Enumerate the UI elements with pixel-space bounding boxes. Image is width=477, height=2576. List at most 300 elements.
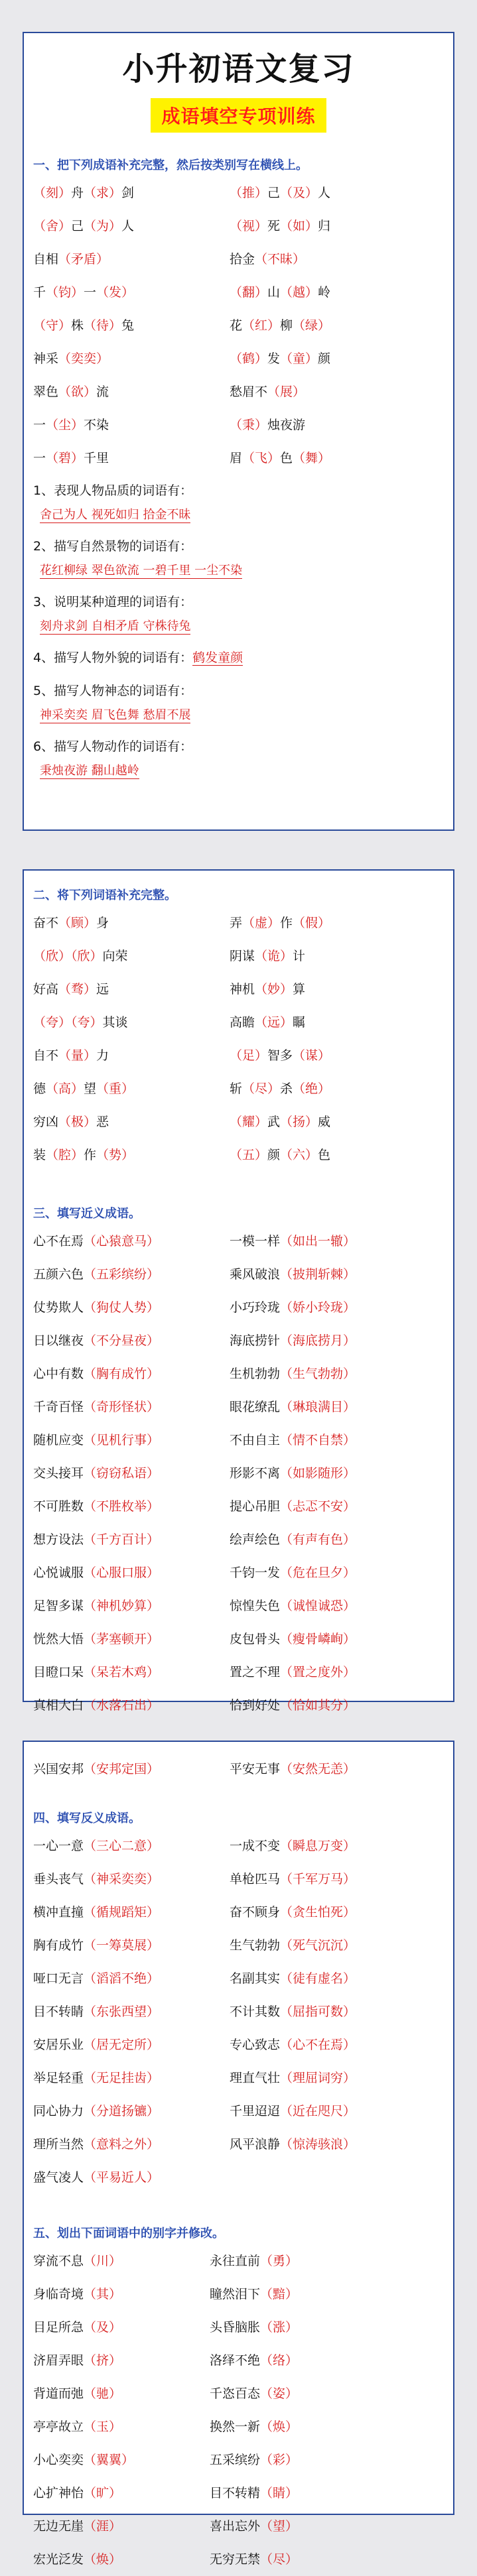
filled-answer: （夸） <box>33 1015 72 1030</box>
filled-answer: （奇形怪状） <box>84 1400 160 1414</box>
filled-answer: （姿） <box>260 2386 299 2401</box>
answer-6: 秉烛夜游 翻山越岭 <box>40 764 139 778</box>
idiom-text: 心不在焉 <box>33 1234 84 1249</box>
idiom-text: 日以继夜 <box>33 1333 84 1348</box>
idiom-left <box>33 2278 121 2311</box>
idiom-right <box>210 2244 298 2278</box>
idiom-text: 瞩 <box>293 1015 306 1030</box>
idiom-text: 恶 <box>96 1115 109 1129</box>
idiom-text: 身临奇境 <box>33 2287 84 2301</box>
idiom-text: 形影不离 <box>230 1466 281 1481</box>
filled-answer: （水落石出） <box>84 1698 160 1713</box>
idiom-text: 哑口无言 <box>33 1971 84 1986</box>
idiom-text: 皮包骨头 <box>230 1632 281 1646</box>
idiom-left <box>33 940 128 973</box>
idiom-text: 其谈 <box>102 1015 128 1030</box>
idiom-right <box>230 1589 356 1623</box>
filled-answer: （红） <box>242 318 281 333</box>
idiom-text: 同心协力 <box>33 2104 84 2118</box>
idiom-right <box>230 1324 356 1357</box>
filled-answer: （彩） <box>260 2453 299 2467</box>
idiom-left <box>33 1929 159 1962</box>
filled-answer: （络） <box>260 2353 299 2368</box>
idiom-row <box>24 342 453 375</box>
idiom-text: 阴谋 <box>230 949 255 963</box>
idiom-text: 向荣 <box>102 949 128 963</box>
idiom-row <box>24 940 453 973</box>
idiom-text: 不可胜数 <box>33 1499 84 1514</box>
idiom-text: 名副其实 <box>230 1971 281 1986</box>
idiom-text: 力 <box>96 1048 109 1063</box>
filled-answer: （披荆斩棘） <box>280 1267 356 1282</box>
question-2: 2、描写自然景物的词语有： <box>33 539 193 554</box>
filled-answer: （无足挂齿） <box>84 2071 160 2085</box>
idiom-text: 小心奕奕 <box>33 2453 84 2467</box>
filled-answer: （绿） <box>293 318 331 333</box>
idiom-text: 眉 <box>230 451 243 465</box>
question-4: 4、描写人物外貌的词语有：鹤发童颜 <box>33 650 243 665</box>
idiom-text: 换然一新 <box>210 2420 261 2434</box>
filled-answer: （腔） <box>46 1148 84 1162</box>
idiom-left <box>33 1138 134 1172</box>
idiom-row <box>24 1390 453 1424</box>
idiom-row <box>24 1995 453 2028</box>
filled-answer: （求） <box>84 186 122 200</box>
idiom-left <box>33 1995 159 2028</box>
idiom-row <box>24 1829 453 1863</box>
filled-answer: （奕奕） <box>58 351 109 366</box>
filled-answer: （望） <box>260 2519 299 2534</box>
filled-answer: （窃窃私语） <box>84 1466 160 1481</box>
idiom-text: 兔 <box>121 318 135 333</box>
idiom-left <box>33 2161 159 2194</box>
filled-answer: （欲） <box>58 385 97 399</box>
idiom-left <box>33 408 109 442</box>
filled-answer: （矛盾） <box>58 252 109 267</box>
idiom-left <box>33 2061 159 2095</box>
idiom-text: 己 <box>267 186 281 200</box>
idiom-text: 柳 <box>280 318 293 333</box>
filled-answer: （五彩缤纷） <box>84 1267 160 1282</box>
filled-answer: （尘） <box>46 418 84 432</box>
idiom-text: 目瞪口呆 <box>33 1665 84 1680</box>
filled-answer: （黯） <box>260 2287 299 2301</box>
filled-answer: （狗仗人势） <box>84 1300 160 1315</box>
filled-answer: （平易近人） <box>84 2170 160 2185</box>
filled-answer: （诡） <box>255 949 293 963</box>
idiom-text: 颜 <box>318 351 331 366</box>
idiom-text: 济眉弄眼 <box>33 2353 84 2368</box>
idiom-text: 足智多谋 <box>33 1599 84 1613</box>
filled-answer: （假） <box>293 916 331 930</box>
section-4-heading: 四、填写反义成语。 <box>33 1811 141 1825</box>
idiom-left <box>33 1656 159 1689</box>
filled-answer: （及） <box>84 2320 122 2335</box>
idiom-right <box>230 1863 356 1896</box>
section-1-rows <box>24 176 453 475</box>
idiom-text: 恍然大悟 <box>33 1632 84 1646</box>
idiom-right <box>230 1829 356 1863</box>
idiom-right <box>230 973 305 1006</box>
filled-answer: （舞） <box>293 451 331 465</box>
idiom-left <box>33 2510 121 2543</box>
filled-answer: （不昧） <box>255 252 306 267</box>
filled-answer: （焕） <box>84 2552 122 2567</box>
idiom-row <box>24 210 453 243</box>
idiom-row <box>24 2344 453 2377</box>
filled-answer: （意料之外） <box>84 2137 160 2152</box>
filled-answer: （势） <box>96 1148 135 1162</box>
idiom-text: 亭亭故立 <box>33 2420 84 2434</box>
filled-answer: （屈指可数） <box>280 2004 356 2019</box>
idiom-text: 穷凶 <box>33 1115 59 1129</box>
filled-answer: （循规蹈矩） <box>84 1905 160 1920</box>
idiom-right <box>230 309 330 342</box>
idiom-text: 单枪匹马 <box>230 1872 281 1886</box>
idiom-right <box>230 1225 356 1258</box>
filled-answer: （安然无恙） <box>280 1762 356 1776</box>
idiom-right <box>230 1490 356 1523</box>
idiom-text: 想方设法 <box>33 1532 84 1547</box>
idiom-row <box>24 176 453 210</box>
filled-answer: （玉） <box>84 2420 122 2434</box>
idiom-text: 望 <box>84 1081 97 1096</box>
question-6: 6、描写人物动作的词语有： <box>33 739 193 754</box>
idiom-text: 穿流不息 <box>33 2254 84 2268</box>
filled-answer: （妙） <box>255 982 293 997</box>
filled-answer: （心不在焉） <box>280 2038 356 2052</box>
idiom-row <box>24 1291 453 1324</box>
idiom-text: 理所当然 <box>33 2137 84 2152</box>
filled-answer: （神采奕奕） <box>84 1872 160 1886</box>
idiom-text: 专心致志 <box>230 2038 281 2052</box>
idiom-text: 眼花缭乱 <box>230 1400 281 1414</box>
filled-answer: （越） <box>280 285 318 300</box>
idiom-left <box>33 1896 159 1929</box>
idiom-left <box>33 1689 159 1722</box>
idiom-text: 己 <box>71 219 84 233</box>
filled-answer: （神机妙算） <box>84 1599 160 1613</box>
idiom-row <box>24 2028 453 2061</box>
idiom-right <box>230 1929 356 1962</box>
idiom-left <box>33 1072 134 1105</box>
section-4-rows <box>24 1829 453 2194</box>
idiom-text: 奋不顾身 <box>230 1905 281 1920</box>
filled-answer: （恰如其分） <box>280 1698 356 1713</box>
filled-answer: （舍） <box>33 219 72 233</box>
idiom-right <box>210 2477 298 2510</box>
idiom-left <box>33 1490 159 1523</box>
idiom-row <box>24 276 453 309</box>
idiom-text: 千恣百态 <box>210 2386 261 2401</box>
idiom-text: 无边无崖 <box>33 2519 84 2534</box>
filled-answer: （瞬息万变） <box>280 1839 356 1853</box>
filled-answer: （心服口服） <box>84 1565 160 1580</box>
filled-answer: （耀） <box>230 1115 268 1129</box>
filled-answer: （翼翼） <box>84 2453 135 2467</box>
idiom-row <box>24 1039 453 1072</box>
filled-answer: （危在旦夕） <box>280 1565 356 1580</box>
idiom-row <box>24 1324 453 1357</box>
idiom-left <box>33 1829 159 1863</box>
idiom-text: 喜出忘外 <box>210 2519 261 2534</box>
idiom-text: 目不转睛 <box>33 2004 84 2019</box>
idiom-left <box>33 973 109 1006</box>
idiom-text: 仗势欺人 <box>33 1300 84 1315</box>
filled-answer: （安邦定国） <box>84 1762 160 1776</box>
idiom-text: 恰到好处 <box>230 1698 281 1713</box>
idiom-text: 烛夜游 <box>267 418 306 432</box>
filled-answer: （海底捞月） <box>280 1333 356 1348</box>
idiom-left <box>33 1556 159 1589</box>
idiom-text: 心中有数 <box>33 1367 84 1381</box>
page-subtitle: 成语填空专项训练 <box>151 98 326 133</box>
filled-answer: （琳琅满目） <box>280 1400 356 1414</box>
idiom-row <box>24 1105 453 1138</box>
idiom-right <box>230 1896 356 1929</box>
filled-answer: （滔滔不绝） <box>84 1971 160 1986</box>
question-3: 3、说明某种道理的词语有： <box>33 595 193 609</box>
idiom-text: 真相大白 <box>33 1698 84 1713</box>
idiom-right <box>210 2377 298 2410</box>
filled-answer: （守） <box>33 318 72 333</box>
idiom-left <box>33 442 109 475</box>
idiom-text: 拾金 <box>230 252 255 267</box>
idiom-right <box>230 1138 330 1172</box>
filled-answer: （翻） <box>230 285 268 300</box>
idiom-text: 归 <box>318 219 331 233</box>
filled-answer: （尽） <box>260 2552 299 2567</box>
idiom-right <box>230 1006 305 1039</box>
idiom-text: 死 <box>267 219 281 233</box>
idiom-text: 海底捞针 <box>230 1333 281 1348</box>
idiom-right <box>230 2028 356 2061</box>
filled-answer: （六） <box>280 1148 318 1162</box>
idiom-text: 计 <box>293 949 306 963</box>
idiom-right <box>230 1105 330 1138</box>
filled-answer: （欣） <box>33 949 72 963</box>
filled-answer: （三心二意） <box>84 1839 160 1853</box>
idiom-row <box>24 442 453 475</box>
idiom-row <box>24 1457 453 1490</box>
idiom-row <box>24 2377 453 2410</box>
idiom-right <box>210 2278 298 2311</box>
idiom-text: 乘风破浪 <box>230 1267 281 1282</box>
idiom-left <box>33 1390 159 1424</box>
idiom-text: 弄 <box>230 916 243 930</box>
idiom-text: 德 <box>33 1081 46 1096</box>
idiom-left <box>33 2311 121 2344</box>
idiom-text: 流 <box>96 385 109 399</box>
idiom-row <box>24 973 453 1006</box>
idiom-text: 不计其数 <box>230 2004 281 2019</box>
filled-answer: （东张西望） <box>84 2004 160 2019</box>
idiom-left <box>33 906 109 940</box>
section-3-rows-continued <box>24 1752 453 1786</box>
filled-answer: （勇） <box>260 2254 299 2268</box>
idiom-left <box>33 2443 134 2477</box>
idiom-text: 舟 <box>71 186 84 200</box>
idiom-right <box>210 2344 298 2377</box>
filled-answer: （及） <box>280 186 318 200</box>
filled-answer: （发） <box>96 285 135 300</box>
filled-answer: （极） <box>58 1115 97 1129</box>
idiom-text: 心悦诚服 <box>33 1565 84 1580</box>
filled-answer: （飞） <box>242 451 281 465</box>
idiom-right <box>210 2443 298 2477</box>
idiom-text: 千钧一发 <box>230 1565 281 1580</box>
question-1: 1、表现人物品质的词语有： <box>33 483 193 498</box>
filled-answer: （睛） <box>260 2486 299 2500</box>
idiom-row <box>24 375 453 408</box>
idiom-right <box>230 2095 356 2128</box>
filled-answer: （不分昼夜） <box>84 1333 160 1348</box>
idiom-row <box>24 2161 453 2194</box>
idiom-right <box>230 1995 356 2028</box>
idiom-right <box>230 210 330 243</box>
filled-answer: （鹤） <box>230 351 268 366</box>
idiom-text: 人 <box>318 186 331 200</box>
idiom-text: 远 <box>96 982 109 997</box>
idiom-row <box>24 1490 453 1523</box>
idiom-right <box>230 1962 356 1995</box>
idiom-row <box>24 2278 453 2311</box>
filled-answer: （千方百计） <box>84 1532 160 1547</box>
idiom-left <box>33 2028 159 2061</box>
idiom-left <box>33 2410 121 2443</box>
idiom-left <box>33 375 109 408</box>
idiom-text: 安居乐业 <box>33 2038 84 2052</box>
idiom-row <box>24 1656 453 1689</box>
idiom-row <box>24 1556 453 1589</box>
idiom-right <box>230 1623 356 1656</box>
filled-answer: （绝） <box>293 1081 331 1096</box>
filled-answer: （足） <box>230 1048 268 1063</box>
idiom-left <box>33 210 134 243</box>
idiom-right <box>230 276 330 309</box>
section-5-heading: 五、划出下面词语中的别字并修改。 <box>33 2227 224 2240</box>
idiom-text: 翠色 <box>33 385 59 399</box>
filled-answer: （碧） <box>46 451 84 465</box>
idiom-text: 胸有成竹 <box>33 1938 84 1953</box>
idiom-left <box>33 176 134 210</box>
idiom-row <box>24 1523 453 1556</box>
idiom-text: 山 <box>267 285 281 300</box>
idiom-left <box>33 1291 159 1324</box>
idiom-right <box>230 1390 356 1424</box>
filled-answer: （如影随形） <box>280 1466 356 1481</box>
idiom-left <box>33 1324 159 1357</box>
idiom-text: 一 <box>33 418 46 432</box>
idiom-text: 理直气壮 <box>230 2071 281 2085</box>
idiom-text: 作 <box>280 916 293 930</box>
idiom-row <box>24 1689 453 1722</box>
filled-answer: （涨） <box>260 2320 299 2335</box>
idiom-row <box>24 2477 453 2510</box>
idiom-text: 杀 <box>280 1081 293 1096</box>
idiom-text: 洛绎不绝 <box>210 2353 261 2368</box>
idiom-left <box>33 1006 128 1039</box>
idiom-text: 一 <box>33 451 46 465</box>
idiom-right <box>230 1039 330 1072</box>
idiom-row <box>24 2510 453 2543</box>
idiom-text: 神机 <box>230 982 255 997</box>
idiom-text: 一成不变 <box>230 1839 281 1853</box>
filled-answer: （心猿意马） <box>84 1234 160 1249</box>
idiom-text: 株 <box>71 318 84 333</box>
filled-answer: （近在咫尺） <box>280 2104 356 2118</box>
idiom-left <box>33 1105 109 1138</box>
idiom-text: 色 <box>318 1148 331 1162</box>
idiom-left <box>33 2543 121 2576</box>
idiom-row <box>24 1006 453 1039</box>
idiom-left <box>33 1357 159 1390</box>
idiom-left <box>33 309 134 342</box>
section-5-rows <box>24 2244 453 2576</box>
answer-3: 刻舟求剑 自相矛盾 守株待兔 <box>40 619 191 633</box>
idiom-text: 智多 <box>267 1048 293 1063</box>
idiom-left <box>33 342 109 375</box>
answer-4: 鹤发童颜 <box>192 650 243 665</box>
idiom-row <box>24 2128 453 2161</box>
idiom-text: 盛气凌人 <box>33 2170 84 2185</box>
card-section-1 <box>23 32 454 831</box>
idiom-text: 剑 <box>121 186 135 200</box>
idiom-text: 算 <box>293 982 306 997</box>
idiom-text: 千里 <box>84 451 109 465</box>
idiom-left <box>33 2128 159 2161</box>
idiom-right <box>230 1556 356 1589</box>
filled-answer: （如出一辙） <box>280 1234 356 1249</box>
filled-answer: （川） <box>84 2254 122 2268</box>
filled-answer: （焕） <box>260 2420 299 2434</box>
filled-answer: （夸） <box>71 1015 103 1030</box>
idiom-text: 绘声绘色 <box>230 1532 281 1547</box>
idiom-text: 横冲直撞 <box>33 1905 84 1920</box>
idiom-row <box>24 1072 453 1105</box>
idiom-text: 神采 <box>33 351 59 366</box>
filled-answer: （视） <box>230 219 268 233</box>
idiom-text: 平安无事 <box>230 1762 281 1776</box>
idiom-right <box>230 243 305 276</box>
filled-answer: （见机行事） <box>84 1433 160 1447</box>
section-2-heading: 二、将下列词语补充完整。 <box>33 889 176 902</box>
idiom-left <box>33 1623 159 1656</box>
filled-answer: （扬） <box>280 1115 318 1129</box>
filled-answer: （尽） <box>242 1081 281 1096</box>
idiom-text: 岭 <box>318 285 331 300</box>
filled-answer: （诚惶诚恐） <box>280 1599 356 1613</box>
idiom-text: 千里迢迢 <box>230 2104 281 2118</box>
idiom-text: 自不 <box>33 1048 59 1063</box>
idiom-row <box>24 1863 453 1896</box>
idiom-text: 兴国安邦 <box>33 1762 84 1776</box>
idiom-text: 垂头丧气 <box>33 1872 84 1886</box>
filled-answer: （刻） <box>33 186 72 200</box>
idiom-right <box>230 906 330 940</box>
idiom-text: 身 <box>96 916 109 930</box>
answer-2: 花红柳绿 翠色欲流 一碧千里 一尘不染 <box>40 564 243 578</box>
idiom-left <box>33 1258 159 1291</box>
idiom-text: 发 <box>267 351 281 366</box>
idiom-text: 一 <box>84 285 97 300</box>
idiom-row <box>24 906 453 940</box>
idiom-row <box>24 1424 453 1457</box>
filled-answer: （生气勃勃） <box>280 1367 356 1381</box>
idiom-text: 人 <box>121 219 135 233</box>
filled-answer: （量） <box>58 1048 97 1063</box>
idiom-text: 装 <box>33 1148 46 1162</box>
